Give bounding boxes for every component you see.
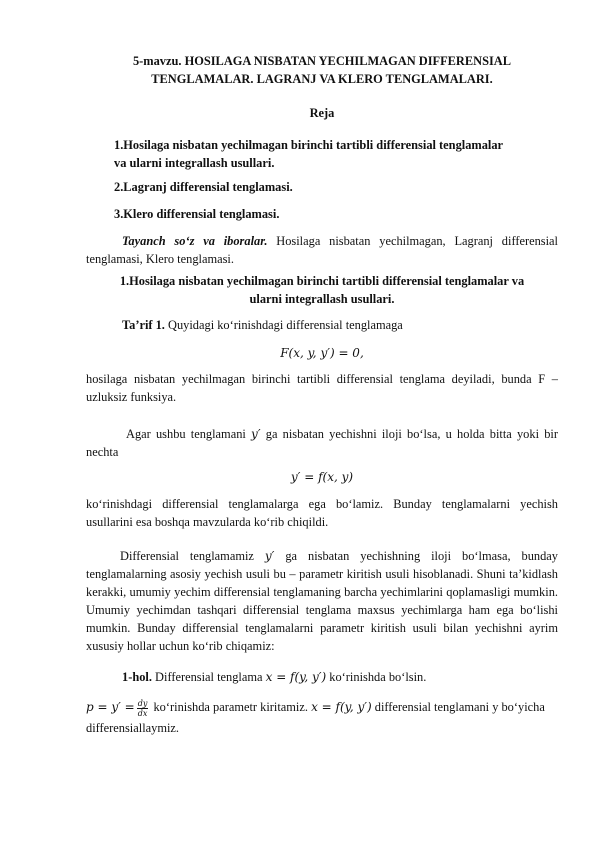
paragraph-agar-tail: ko‘rinishdagi differensial tenglamalarga ega bo‘lamiz. Bunday tenglamalarni yechish usullarini esa boshqa mavzularda ko‘rib chiqildi. bbox=[86, 497, 558, 529]
paragraph-agar-text-2: ga nisbatan yechishni iloji bo‘lsa, u holda bitta yoki bir nechta bbox=[86, 427, 558, 459]
paragraph-differensial-text-1: Differensial tenglamamiz bbox=[120, 549, 265, 563]
fraction-denominator: dx bbox=[137, 708, 148, 718]
case-1-text-1: Differensial tenglama bbox=[151, 670, 266, 684]
fraction-dy-dx bbox=[137, 699, 149, 718]
parameter-paragraph bbox=[86, 697, 558, 738]
parameter-equation-x: x = f(y, y′) bbox=[311, 700, 372, 714]
math-y-prime-2: y′ bbox=[264, 549, 275, 563]
equation-explicit: y′ = f(x, y) bbox=[290, 470, 354, 484]
definition-text: Quyidagi ko‘rinishdagi differensial tenglamaga bbox=[164, 318, 403, 332]
parameter-equation: p = y′ = bbox=[86, 700, 135, 714]
plan-item-1 bbox=[114, 136, 558, 172]
title-line-1: 5-mavzu. HOSILAGA NISBATAN YECHILMAGAN DIFFERENSIAL bbox=[132, 54, 512, 68]
paragraph-agar-text-1: Agar ushbu tenglamani bbox=[126, 427, 252, 441]
section-1-heading-line-2: ularni integrallash usullari. bbox=[249, 292, 395, 306]
plan-heading: Reja bbox=[309, 106, 335, 120]
plan-item-3: 3.Klero differensial tenglamasi. bbox=[114, 207, 280, 221]
paragraph-differensial-text-2: ga nisbatan yechishning iloji bo‘lmasa, bunday tenglamalarning asosiy yechish usuli bu – parametr kiritish usuli hisoblanadi. Shuni ta’kidlash kerakki, umumiy yechim differensial tenglamaning barcha yechimlarini qoplamasligi mumkin. Umumiy yechimdan tashqari differensial tenglama maxsus yechimlarga ham ega bo‘lishi mumkin. Bunday differensial tenglamalarni parametr kiritish usuli bilan yechishni ayrim xususiy hollar uchun ko‘rib chiqamiz: bbox=[86, 549, 558, 653]
plan-item-2: 2.Lagranj differensial tenglamasi. bbox=[114, 180, 293, 194]
case-1-text-2: ko‘rinishda bo‘lsin. bbox=[326, 670, 427, 684]
definition-conclusion: hosilaga nisbatan yechilmagan birinchi tartibli differensial tenglama deyiladi, bunda F – uzluksiz funksiya. bbox=[86, 372, 558, 404]
parameter-text-2: differensial tenglamani y bo‘yicha differensiallaymiz. bbox=[86, 700, 545, 735]
parameter-text-1: ko‘rinishda parametr kiritamiz. bbox=[150, 700, 312, 714]
section-1-heading-line-1: 1.Hosilaga nisbatan yechilmagan birinchi tartibli differensial tenglamalar va bbox=[119, 274, 525, 288]
definition-intro bbox=[122, 316, 558, 334]
case-1-label: 1-hol. bbox=[122, 670, 152, 684]
title-line-2: TENGLAMALAR. LAGRANJ VA KLERO TENGLAMALARI. bbox=[151, 72, 493, 86]
fraction-numerator: dy bbox=[137, 698, 148, 708]
equation-general: F(x, y, y′) = 0, bbox=[280, 346, 364, 360]
document-title bbox=[86, 52, 558, 88]
keywords-label: Tayanch so‘z va iboralar. bbox=[122, 234, 268, 248]
definition-label: Ta’rif 1. bbox=[122, 318, 165, 332]
paragraph-agar bbox=[86, 425, 558, 461]
keywords-text: Hosilaga nisbatan yechilmagan, Lagranj differensial tenglamasi, Klero tenglamasi. bbox=[86, 234, 559, 266]
plan-item-1-line-2: va ularni integrallash usullari. bbox=[114, 156, 275, 170]
case-1-paragraph bbox=[122, 668, 558, 686]
plan-item-1-line-1: 1.Hosilaga nisbatan yechilmagan birinchi tartibli differensial tenglamalar bbox=[114, 138, 504, 152]
case-1-equation: x = f(y, y′) bbox=[265, 670, 327, 684]
keywords-paragraph bbox=[86, 232, 558, 268]
paragraph-differensial bbox=[86, 547, 558, 655]
math-y-prime: y′ bbox=[251, 427, 261, 441]
section-1-heading bbox=[86, 272, 558, 308]
